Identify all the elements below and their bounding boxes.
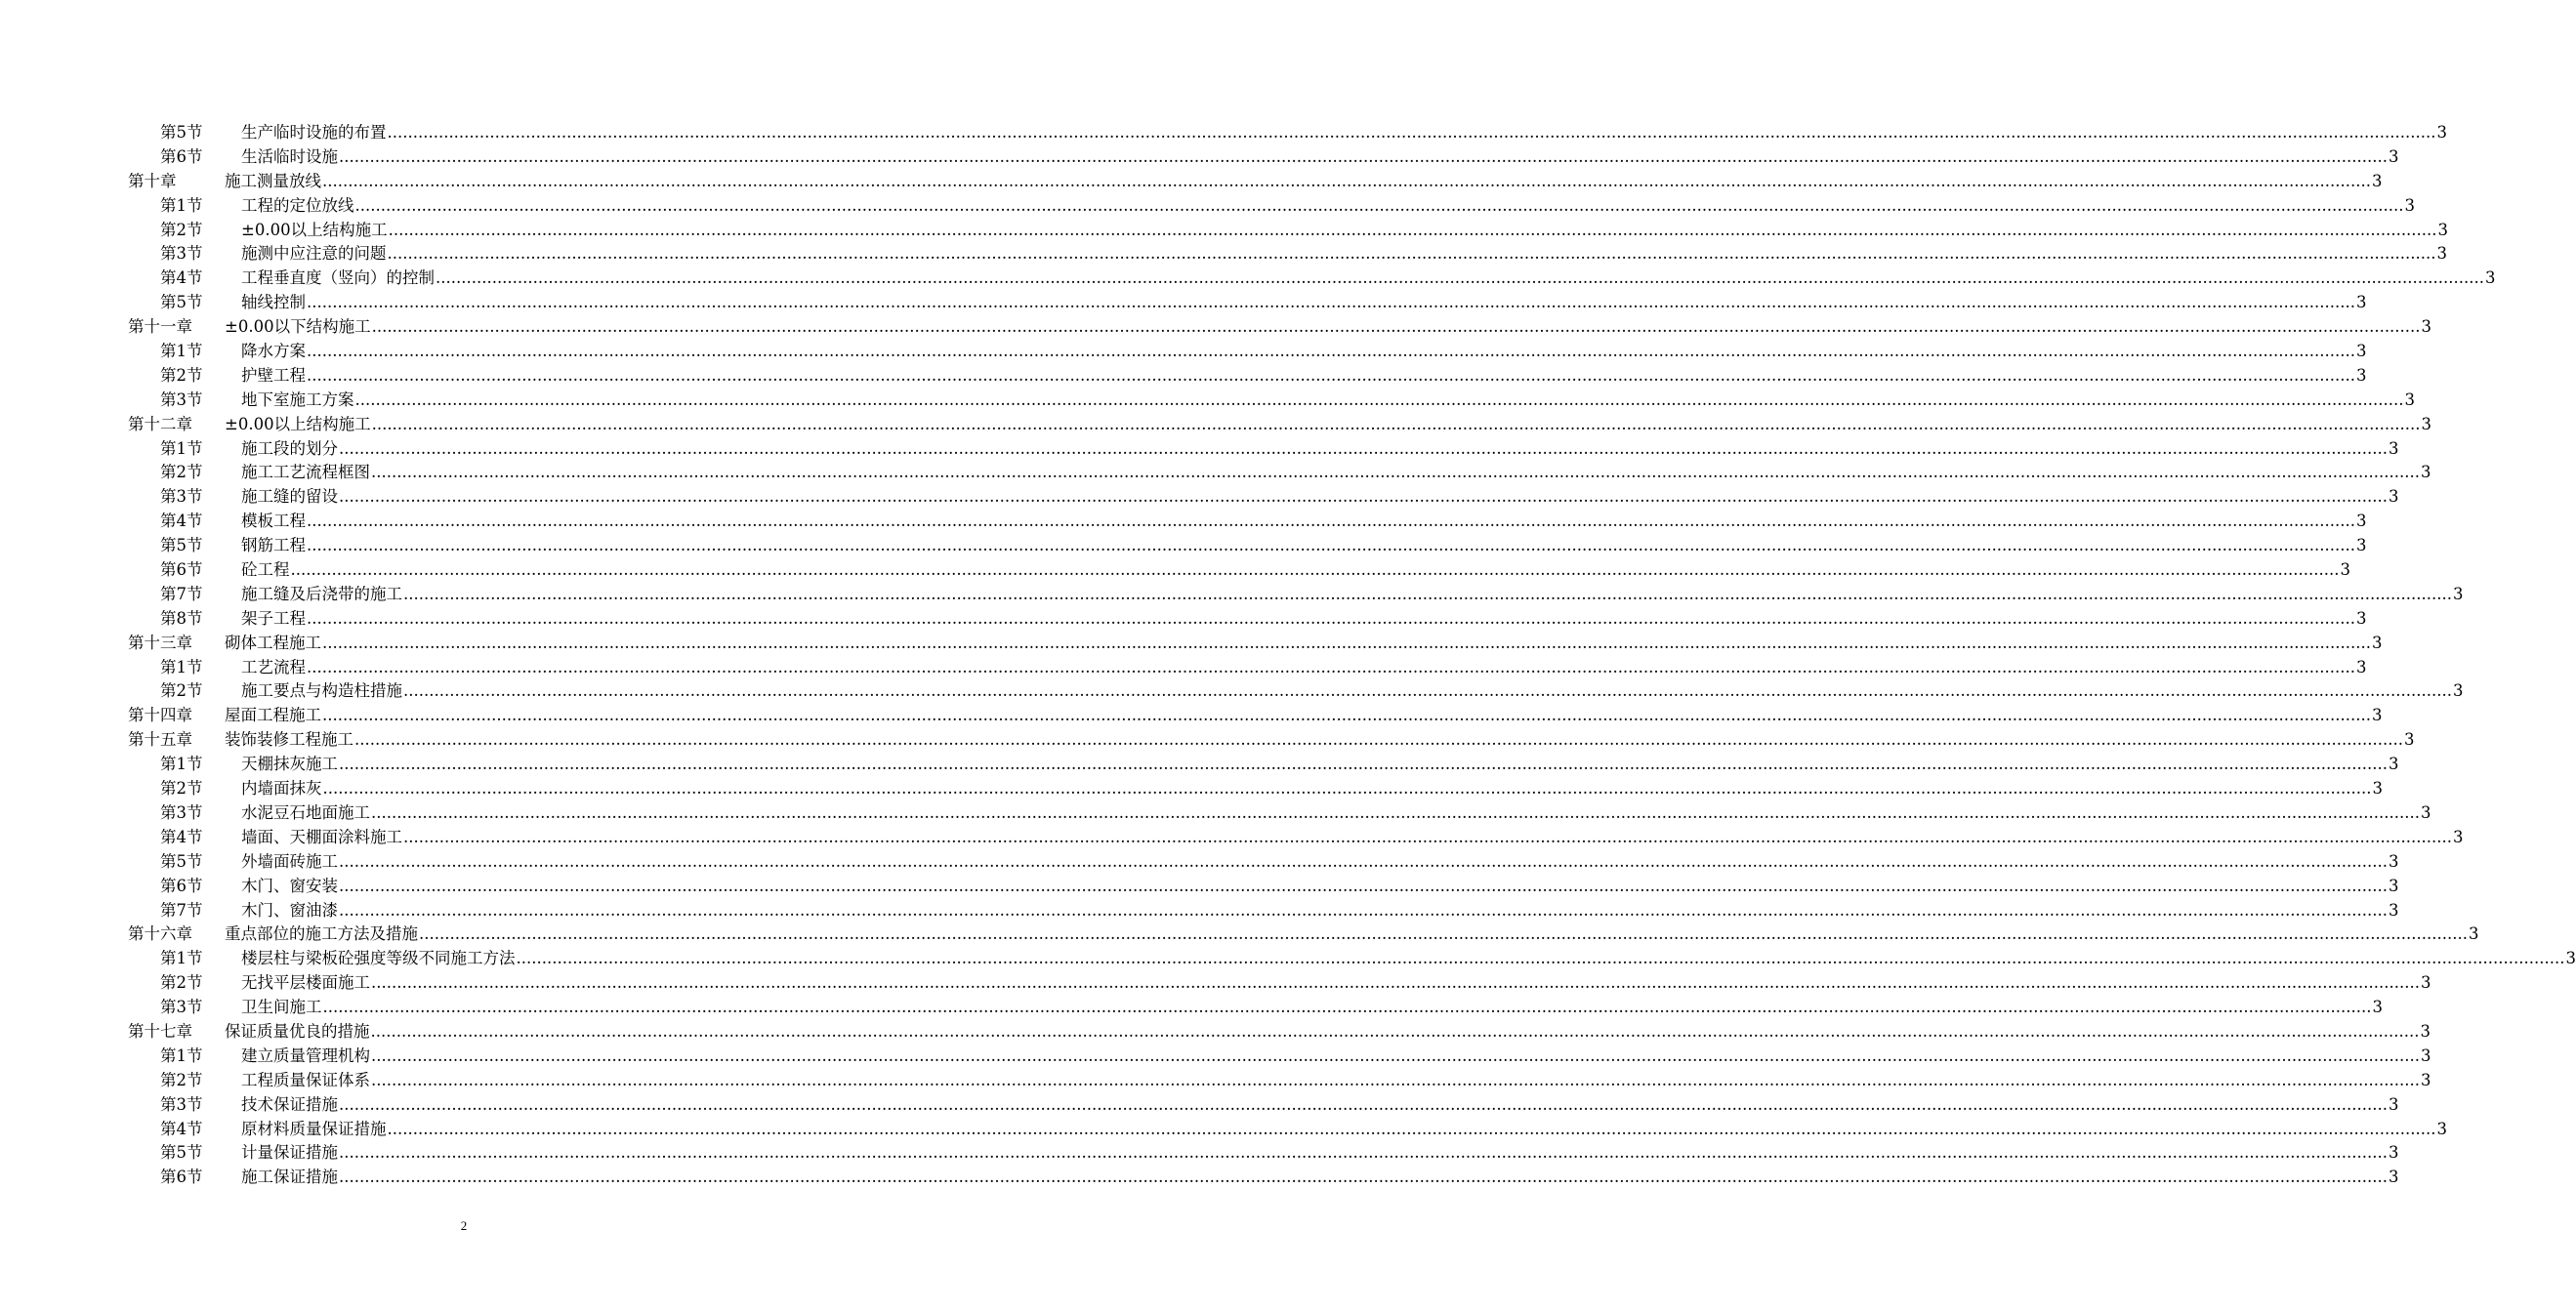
toc-entry-leader (241, 850, 2399, 875)
dot-leader: ................................................................................................................................................................................................................................................................................................................................................................................................................ (371, 1070, 2420, 1089)
toc-section-entry[interactable] (0, 1093, 2399, 1118)
toc-section-entry[interactable] (0, 364, 2367, 389)
toc-section-entry[interactable] (0, 801, 2431, 826)
toc-section-entry[interactable] (0, 558, 2350, 583)
dot-leader: ................................................................................................................................................................................................................................................................................................................................................................................................................ (307, 293, 2355, 312)
toc-entry-number: 第十一章 (128, 317, 192, 337)
toc-entry-title: 装饰装修工程施工 (225, 730, 353, 750)
toc-entry-leader (241, 558, 2350, 583)
toc-entry-leader (241, 607, 2367, 632)
toc-section-entry[interactable] (0, 1045, 2431, 1069)
toc-entry-page: 3 (2371, 706, 2383, 725)
toc-chapter-entry[interactable] (0, 413, 2432, 437)
toc-entry-title: 轴线控制 (241, 293, 306, 312)
toc-section-entry[interactable] (0, 534, 2367, 558)
toc-chapter-entry[interactable] (0, 170, 2383, 194)
dot-leader: ................................................................................................................................................................................................................................................................................................................................................................................................................ (339, 146, 2388, 166)
toc-entry-title: 工程质量保证体系 (241, 1070, 370, 1089)
toc-entry-page: 3 (2436, 244, 2447, 264)
dot-leader: ................................................................................................................................................................................................................................................................................................................................................................................................................ (387, 123, 2436, 142)
toc-chapter-entry[interactable] (0, 728, 2415, 753)
toc-entry-page: 3 (2355, 365, 2367, 385)
toc-section-entry[interactable] (0, 194, 2415, 219)
toc-entry-page: 3 (2388, 487, 2399, 507)
toc-entry-page: 3 (2388, 1168, 2399, 1187)
toc-entry-title: 模板工程 (241, 512, 306, 531)
toc-entry-leader (225, 413, 2432, 437)
dot-leader: ................................................................................................................................................................................................................................................................................................................................................................................................................ (307, 608, 2355, 628)
toc-entry-page: 3 (2436, 123, 2447, 142)
toc-entry-page: 3 (2484, 268, 2496, 288)
page-number: 2 (460, 1218, 468, 1233)
dot-leader: ................................................................................................................................................................................................................................................................................................................................................................................................................ (403, 681, 2452, 701)
toc-entry-page: 3 (2421, 414, 2432, 433)
dot-leader: ................................................................................................................................................................................................................................................................................................................................................................................................................ (339, 1143, 2388, 1163)
toc-entry-number: 第3节 (160, 802, 203, 822)
toc-entry-title: 施工段的划分 (241, 438, 338, 458)
toc-entry-leader (241, 656, 2367, 680)
toc-entry-title: 砼工程 (241, 560, 290, 580)
toc-entry-leader (241, 947, 2576, 971)
toc-entry-page: 3 (2436, 1119, 2447, 1138)
toc-entry-number: 第5节 (160, 123, 203, 142)
toc-entry-page: 3 (2437, 220, 2449, 239)
dot-leader: ................................................................................................................................................................................................................................................................................................................................................................................................................ (388, 220, 2437, 239)
toc-section-entry[interactable] (0, 607, 2367, 632)
toc-entry-title: 施工要点与构造柱措施 (241, 681, 402, 701)
dot-leader: ................................................................................................................................................................................................................................................................................................................................................................................................................ (290, 560, 2340, 580)
toc-entry-title: 生活临时设施 (241, 146, 338, 166)
toc-entry-title: 架子工程 (241, 608, 306, 628)
toc-entry-page: 3 (2355, 512, 2367, 531)
toc-entry-page: 3 (2452, 827, 2464, 846)
toc-section-entry[interactable] (0, 583, 2464, 607)
dot-leader: ................................................................................................................................................................................................................................................................................................................................................................................................................ (339, 876, 2388, 895)
toc-entry-number: 第十五章 (128, 730, 192, 750)
toc-entry-leader (241, 437, 2399, 462)
toc-entry-page: 3 (2403, 730, 2415, 750)
toc-section-entry[interactable] (0, 510, 2367, 534)
toc-entry-number: 第十三章 (128, 633, 192, 652)
toc-entry-leader (225, 170, 2383, 194)
toc-entry-leader (241, 996, 2383, 1020)
dot-leader: ................................................................................................................................................................................................................................................................................................................................................................................................................ (339, 1094, 2388, 1114)
toc-entry-title: 施测中应注意的问题 (241, 244, 387, 264)
toc-entry-number: 第十章 (128, 171, 177, 190)
toc-section-entry[interactable] (0, 291, 2367, 315)
toc-entry-leader (241, 1093, 2399, 1118)
dot-leader: ................................................................................................................................................................................................................................................................................................................................................................................................................ (307, 536, 2355, 555)
toc-entry-title: 木门、窗油漆 (241, 900, 338, 920)
toc-entry-leader (241, 583, 2464, 607)
dot-leader: ................................................................................................................................................................................................................................................................................................................................................................................................................ (322, 998, 2372, 1017)
toc-entry-page: 3 (2355, 342, 2367, 361)
dot-leader: ................................................................................................................................................................................................................................................................................................................................................................................................................ (371, 1046, 2420, 1065)
toc-entry-page: 3 (2404, 390, 2415, 409)
toc-chapter-entry[interactable] (0, 632, 2383, 656)
dot-leader: ................................................................................................................................................................................................................................................................................................................................................................................................................ (339, 1168, 2388, 1187)
toc-section-entry[interactable] (0, 971, 2431, 996)
dot-leader: ................................................................................................................................................................................................................................................................................................................................................................................................................ (354, 195, 2404, 215)
toc-entry-title: 地下室施工方案 (241, 390, 354, 409)
toc-entry-page: 3 (2420, 1021, 2431, 1041)
toc-section-entry[interactable] (0, 121, 2447, 145)
toc-section-entry[interactable] (0, 389, 2415, 413)
toc-section-entry[interactable] (0, 242, 2447, 266)
toc-section-entry[interactable] (0, 947, 2576, 971)
toc-entry-page: 3 (2388, 900, 2399, 920)
toc-entry-page: 3 (2421, 317, 2432, 337)
toc-entry-title: 保证质量优良的措施 (225, 1021, 370, 1041)
toc-entry-leader (241, 485, 2399, 510)
dot-leader: ................................................................................................................................................................................................................................................................................................................................................................................................................ (370, 1021, 2420, 1041)
toc-entry-leader (225, 1020, 2431, 1045)
toc-entry-page: 3 (2420, 802, 2431, 822)
toc-section-entry[interactable] (0, 826, 2464, 850)
toc-entry-title: ±0.00以下结构施工 (225, 317, 371, 337)
toc-entry-page: 3 (2420, 973, 2431, 993)
toc-entry-leader (225, 704, 2383, 728)
toc-entry-leader (241, 266, 2496, 291)
toc-entry-leader (241, 1069, 2431, 1093)
toc-entry-title: 重点部位的施工方法及措施 (225, 924, 418, 944)
toc-entry-leader (241, 364, 2367, 389)
toc-entry-leader (241, 121, 2447, 145)
toc-section-entry[interactable] (0, 656, 2367, 680)
toc-section-entry[interactable] (0, 266, 2496, 291)
dot-leader: ................................................................................................................................................................................................................................................................................................................................................................................................................ (516, 949, 2565, 968)
toc-entry-title: 钢筋工程 (241, 536, 306, 555)
toc-section-entry[interactable] (0, 753, 2399, 777)
toc-chapter-entry[interactable] (0, 922, 2479, 947)
toc-entry-title: 内墙面抹灰 (241, 779, 322, 799)
dot-leader: ................................................................................................................................................................................................................................................................................................................................................................................................................ (339, 900, 2388, 920)
toc-entry-number: 第7节 (160, 900, 203, 920)
toc-entry-leader (241, 971, 2431, 996)
toc-entry-number: 第6节 (160, 1168, 203, 1187)
toc-entry-number: 第十二章 (128, 414, 192, 433)
toc-entry-page: 3 (2388, 876, 2399, 895)
dot-leader: ................................................................................................................................................................................................................................................................................................................................................................................................................ (322, 706, 2371, 725)
toc-section-entry[interactable] (0, 219, 2449, 243)
toc-entry-number: 第十七章 (128, 1021, 192, 1041)
toc-entry-leader (225, 922, 2479, 947)
dot-leader: ................................................................................................................................................................................................................................................................................................................................................................................................................ (307, 342, 2355, 361)
toc-entry-title: 砌体工程施工 (225, 633, 321, 652)
toc-entry-leader (241, 875, 2399, 899)
toc-entry-number: 第4节 (160, 1119, 203, 1138)
toc-section-entry[interactable] (0, 679, 2464, 704)
toc-section-entry[interactable] (0, 340, 2367, 364)
toc-entry-page: 3 (2404, 195, 2415, 215)
toc-entry-title: 施工保证措施 (241, 1168, 338, 1187)
dot-leader: ................................................................................................................................................................................................................................................................................................................................................................................................................ (307, 512, 2355, 531)
dot-leader: ................................................................................................................................................................................................................................................................................................................................................................................................................ (354, 390, 2404, 409)
dot-leader: ................................................................................................................................................................................................................................................................................................................................................................................................................ (371, 802, 2420, 822)
toc-section-entry[interactable] (0, 145, 2399, 170)
toc-entry-title: 生产临时设施的布置 (241, 123, 387, 142)
dot-leader: ................................................................................................................................................................................................................................................................................................................................................................................................................ (339, 755, 2388, 774)
toc-entry-page: 3 (2355, 657, 2367, 676)
toc-section-entry[interactable] (0, 996, 2383, 1020)
toc-entry-number: 第5节 (160, 536, 203, 555)
toc-entry-leader (241, 145, 2399, 170)
toc-chapter-entry[interactable] (0, 315, 2432, 340)
toc-entry-page: 3 (2565, 949, 2576, 968)
toc-entry-leader (241, 534, 2367, 558)
toc-entry-title: 墙面、天棚面涂料施工 (241, 827, 402, 846)
toc-entry-leader (241, 389, 2415, 413)
toc-entry-leader (241, 242, 2447, 266)
toc-entry-page: 3 (2340, 560, 2350, 580)
dot-leader: ................................................................................................................................................................................................................................................................................................................................................................................................................ (387, 244, 2436, 264)
toc-entry-leader (241, 777, 2383, 801)
toc-section-entry[interactable] (0, 437, 2399, 462)
toc-section-entry[interactable] (0, 485, 2399, 510)
toc-entry-title: 天棚抹灰施工 (241, 755, 338, 774)
toc-section-entry[interactable] (0, 1069, 2431, 1093)
dot-leader: ................................................................................................................................................................................................................................................................................................................................................................................................................ (322, 633, 2371, 652)
dot-leader: ................................................................................................................................................................................................................................................................................................................................................................................................................ (339, 487, 2388, 507)
toc-entry-title: 技术保证措施 (241, 1094, 338, 1114)
toc-entry-page: 3 (2371, 633, 2383, 652)
toc-entry-leader (241, 1118, 2447, 1142)
toc-entry-page: 3 (2371, 171, 2383, 190)
toc-entry-page: 3 (2355, 536, 2367, 555)
toc-section-entry[interactable] (0, 461, 2431, 485)
toc-entry-title: 楼层柱与梁板砼强度等级不同施工方法 (241, 949, 516, 968)
toc-entry-number: 第6节 (160, 876, 203, 895)
toc-entry-leader (225, 315, 2432, 340)
toc-entry-title: ±0.00以上结构施工 (241, 220, 388, 239)
dot-leader: ................................................................................................................................................................................................................................................................................................................................................................................................................ (371, 973, 2420, 993)
dot-leader: ................................................................................................................................................................................................................................................................................................................................................................................................................ (371, 414, 2421, 433)
toc-entry-number: 第1节 (160, 342, 203, 361)
toc-section-entry[interactable] (0, 1166, 2399, 1190)
toc-entry-page: 3 (2372, 779, 2383, 799)
toc-entry-number: 第1节 (160, 949, 203, 968)
toc-entry-leader (241, 753, 2399, 777)
toc-entry-number: 第3节 (160, 1094, 203, 1114)
dot-leader: ................................................................................................................................................................................................................................................................................................................................................................................................................ (436, 268, 2484, 288)
toc-entry-title: 无找平层楼面施工 (241, 973, 370, 993)
toc-entry-leader (241, 899, 2399, 923)
toc-section-entry[interactable] (0, 777, 2383, 801)
toc-entry-number: 第5节 (160, 293, 203, 312)
toc-entry-leader (241, 679, 2464, 704)
toc-entry-number: 第十四章 (128, 706, 192, 725)
toc-entry-leader (241, 826, 2464, 850)
toc-entry-page: 3 (2468, 924, 2479, 944)
dot-leader: ................................................................................................................................................................................................................................................................................................................................................................................................................ (339, 438, 2388, 458)
toc-entry-number: 第5节 (160, 851, 203, 871)
toc-entry-leader (241, 1141, 2399, 1166)
toc-entry-number: 第2节 (160, 220, 203, 239)
dot-leader: ................................................................................................................................................................................................................................................................................................................................................................................................................ (307, 365, 2355, 385)
toc-entry-title: 施工缝的留设 (241, 487, 338, 507)
toc-entry-leader (241, 461, 2431, 485)
dot-leader: ................................................................................................................................................................................................................................................................................................................................................................................................................ (419, 924, 2468, 944)
toc-entry-page: 3 (2420, 1070, 2431, 1089)
toc-entry-title: 水泥豆石地面施工 (241, 802, 370, 822)
toc-entry-number: 第3节 (160, 998, 203, 1017)
toc-entry-number: 第4节 (160, 827, 203, 846)
toc-entry-number: 第3节 (160, 244, 203, 264)
toc-entry-page: 3 (2388, 1094, 2399, 1114)
toc-entry-page: 3 (2388, 146, 2399, 166)
table-of-contents (0, 121, 2576, 1190)
toc-entry-title: 卫生间施工 (241, 998, 322, 1017)
dot-leader: ................................................................................................................................................................................................................................................................................................................................................................................................................ (403, 827, 2452, 846)
dot-leader: ................................................................................................................................................................................................................................................................................................................................................................................................................ (354, 730, 2403, 750)
toc-entry-title: 工艺流程 (241, 657, 306, 676)
toc-entry-title: 建立质量管理机构 (241, 1046, 370, 1065)
toc-entry-leader (241, 340, 2367, 364)
toc-entry-title: 工程垂直度（竖向）的控制 (241, 268, 435, 288)
toc-chapter-entry[interactable] (0, 1020, 2431, 1045)
toc-entry-page: 3 (2452, 584, 2464, 603)
dot-leader: ................................................................................................................................................................................................................................................................................................................................................................................................................ (339, 851, 2388, 871)
toc-entry-number: 第1节 (160, 755, 203, 774)
toc-entry-title: 施工测量放线 (225, 171, 321, 190)
toc-entry-title: ±0.00以上结构施工 (225, 414, 371, 433)
toc-entry-number: 第2节 (160, 681, 203, 701)
toc-entry-number: 第5节 (160, 1143, 203, 1163)
toc-entry-page: 3 (2452, 681, 2464, 701)
toc-entry-page: 3 (2388, 438, 2399, 458)
toc-entry-leader (225, 728, 2415, 753)
toc-entry-title: 木门、窗安装 (241, 876, 338, 895)
toc-section-entry[interactable] (0, 1141, 2399, 1166)
toc-entry-number: 第8节 (160, 608, 203, 628)
dot-leader: ................................................................................................................................................................................................................................................................................................................................................................................................................ (387, 1119, 2436, 1138)
toc-entry-number: 第2节 (160, 973, 203, 993)
toc-entry-number: 第7节 (160, 584, 203, 603)
toc-entry-leader (241, 801, 2431, 826)
toc-section-entry[interactable] (0, 875, 2399, 899)
toc-entry-number: 第1节 (160, 657, 203, 676)
toc-entry-number: 第2节 (160, 365, 203, 385)
toc-entry-number: 第2节 (160, 463, 203, 482)
toc-entry-title: 计量保证措施 (241, 1143, 338, 1163)
toc-entry-title: 降水方案 (241, 342, 306, 361)
toc-entry-page: 3 (2355, 608, 2367, 628)
toc-entry-page: 3 (2388, 755, 2399, 774)
toc-entry-title: 施工缝及后浇带的施工 (241, 584, 402, 603)
toc-entry-number: 第2节 (160, 1070, 203, 1089)
toc-entry-title: 工程的定位放线 (241, 195, 354, 215)
toc-entry-number: 第1节 (160, 1046, 203, 1065)
dot-leader: ................................................................................................................................................................................................................................................................................................................................................................................................................ (371, 463, 2420, 482)
toc-entry-number: 第4节 (160, 268, 203, 288)
toc-entry-page: 3 (2372, 998, 2383, 1017)
toc-entry-leader (241, 194, 2415, 219)
toc-section-entry[interactable] (0, 850, 2399, 875)
toc-entry-leader (241, 1166, 2399, 1190)
toc-entry-number: 第6节 (160, 560, 203, 580)
toc-entry-page: 3 (2420, 463, 2431, 482)
toc-entry-leader (241, 510, 2367, 534)
dot-leader: ................................................................................................................................................................................................................................................................................................................................................................................................................ (307, 657, 2355, 676)
dot-leader: ................................................................................................................................................................................................................................................................................................................................................................................................................ (322, 171, 2371, 190)
toc-entry-title: 外墙面砖施工 (241, 851, 338, 871)
toc-section-entry[interactable] (0, 1118, 2447, 1142)
toc-entry-number: 第十六章 (128, 924, 192, 944)
toc-entry-title: 施工工艺流程框图 (241, 463, 370, 482)
toc-entry-number: 第1节 (160, 438, 203, 458)
toc-entry-leader (241, 291, 2367, 315)
dot-leader: ................................................................................................................................................................................................................................................................................................................................................................................................................ (403, 584, 2452, 603)
toc-entry-page: 3 (2388, 851, 2399, 871)
toc-entry-leader (241, 219, 2449, 243)
toc-entry-page: 3 (2388, 1143, 2399, 1163)
toc-section-entry[interactable] (0, 899, 2399, 923)
toc-entry-title: 护壁工程 (241, 365, 306, 385)
toc-entry-number: 第6节 (160, 146, 203, 166)
dot-leader: ................................................................................................................................................................................................................................................................................................................................................................................................................ (371, 317, 2421, 337)
dot-leader: ................................................................................................................................................................................................................................................................................................................................................................................................................ (322, 779, 2372, 799)
toc-entry-leader (225, 632, 2383, 656)
toc-entry-page: 3 (2355, 293, 2367, 312)
toc-entry-leader (241, 1045, 2431, 1069)
toc-entry-title: 原材料质量保证措施 (241, 1119, 387, 1138)
toc-entry-number: 第3节 (160, 390, 203, 409)
toc-entry-number: 第3节 (160, 487, 203, 507)
toc-entry-number: 第4节 (160, 512, 203, 531)
toc-entry-number: 第1节 (160, 195, 203, 215)
toc-entry-number: 第2节 (160, 779, 203, 799)
toc-entry-page: 3 (2420, 1046, 2431, 1065)
toc-chapter-entry[interactable] (0, 704, 2383, 728)
toc-entry-title: 屋面工程施工 (225, 706, 321, 725)
